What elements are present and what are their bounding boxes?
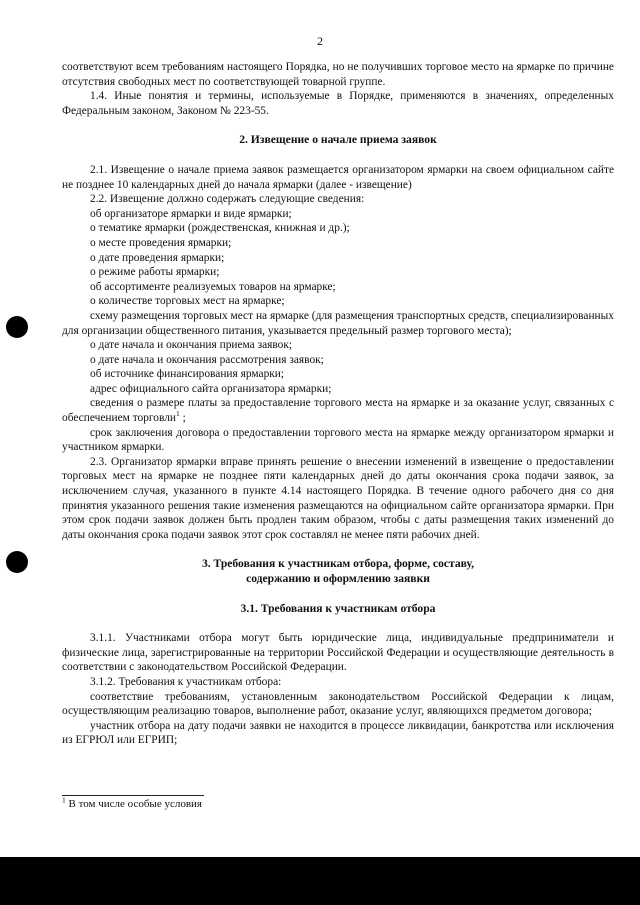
list-item: об организаторе ярмарки и виде ярмарки; (90, 207, 292, 220)
clause-2-2: 2.2. Извещение должно содержать следующие сведения: (90, 193, 365, 206)
list-item: о режиме работы ярмарки; (90, 266, 220, 279)
footnote-mark: 1 (62, 795, 66, 805)
clause-3-1-1: 3.1.1. Участниками отбора могут быть юридические лица, индивидуальные предприниматели и физические лица, зарегистрированные на территории Российской Федерации и осуществляющие деятельность в соответствии с законодательством Российской Федерации. (62, 632, 614, 674)
list-item: о дате начала и окончания приема заявок; (90, 339, 293, 352)
footnote-separator (62, 795, 204, 796)
list-item: о дате начала и окончания рассмотрения заявок; (90, 353, 324, 366)
fee-text: сведения о размере платы за предоставление торгового места на ярмарке и за оказание услуг, связанных с обеспечением торговли (62, 397, 614, 425)
footnote (62, 795, 202, 810)
section-3-heading-line2: содержанию и оформлению заявки (246, 572, 430, 585)
clause-2-3: 2.3. Организатор ярмарки вправе принять решение о внесении изменений в извещение о предоставлении торговых мест на ярмарке не позднее пяти календарных дней до даты окончания срока подачи заявок, за исключением случая, указанного в пункте 4.14 настоящего Порядка. В течение одного рабочего дня со дня принятия указанного решения такие изменения размещаются на официальном сайте организатора ярмарки. При этом срок подачи заявок должен быть продлен таким образом, чтобы с даты размещения таких изменений до даты окончания срока подачи заявок этот срок составлял не менее пяти рабочих дней. (62, 455, 614, 541)
list-item: о месте проведения ярмарки; (90, 236, 232, 249)
footnote-text: В том числе особые условия (65, 798, 202, 810)
list-item: о дате проведения ярмарки; (90, 251, 225, 264)
list-item: о количестве торговых мест на ярмарке; (90, 295, 285, 308)
fee-item (62, 396, 614, 425)
list-item: о тематике ярмарки (рождественская, книжная и др.); (90, 222, 350, 235)
clause-2-1: 2.1. Извещение о начале приема заявок размещается организатором ярмарки на своем официальном сайте не позднее 10 календарных дней до начала ярмарки (далее - извещение) (62, 163, 614, 191)
requirement-item: участник отбора на дату подачи заявки не находится в процессе ликвидации, банкротства или исключения из ЕГРЮЛ или ЕГРИП; (62, 719, 614, 747)
subsection-3-1-heading: 3.1. Требования к участникам отбора (240, 601, 436, 615)
section-3-heading (62, 557, 614, 586)
scan-bottom-edge (0, 857, 640, 905)
footnote-reference[interactable]: 1 (176, 409, 180, 419)
list-item: об источнике финансирования ярмарки; (90, 368, 285, 381)
fee-end: ; (179, 412, 186, 425)
intro-paragraph-continued: соответствуют всем требованиям настоящего Порядка, но не получивших торговое место на ярмарке по причине отсутствия свободных мест по соответствующей товарной группе. (62, 61, 614, 88)
contract-item: срок заключения договора о предоставлении торгового места на ярмарке между организатором ярмарки и участником ярмарки. (62, 426, 614, 454)
scheme-item: схему размещения торговых мест на ярмарке (для размещения транспортных средств, специализированных для организации общественного питания, указывается предельный размер торгового места); (62, 309, 614, 337)
section-3-heading-line1: 3. Требования к участникам отбора, форме, составу, (201, 557, 475, 571)
page-number: 2 (317, 34, 323, 48)
clause-1-4: 1.4. Иные понятия и термины, используемые в Порядке, применяются в значениях, определенных Федеральным законом, Законом № 223-55. (62, 90, 614, 117)
list-item: об ассортименте реализуемых товаров на ярмарке; (90, 280, 336, 293)
list-item: адрес официального сайта организатора ярмарки; (90, 382, 332, 395)
punch-hole-mark (6, 316, 28, 338)
requirement-item: соответствие требованиям, установленным законодательством Российской Федерации к лицам, осуществляющим реализацию товаров, выполнение работ, оказание услуг, являющихся предметом договора; (62, 690, 614, 718)
punch-hole-mark (6, 551, 28, 573)
document-body (62, 60, 614, 748)
clause-3-1-2: 3.1.2. Требования к участникам отбора: (90, 675, 282, 688)
section-2-heading: 2. Извещение о начале приема заявок (239, 133, 437, 147)
